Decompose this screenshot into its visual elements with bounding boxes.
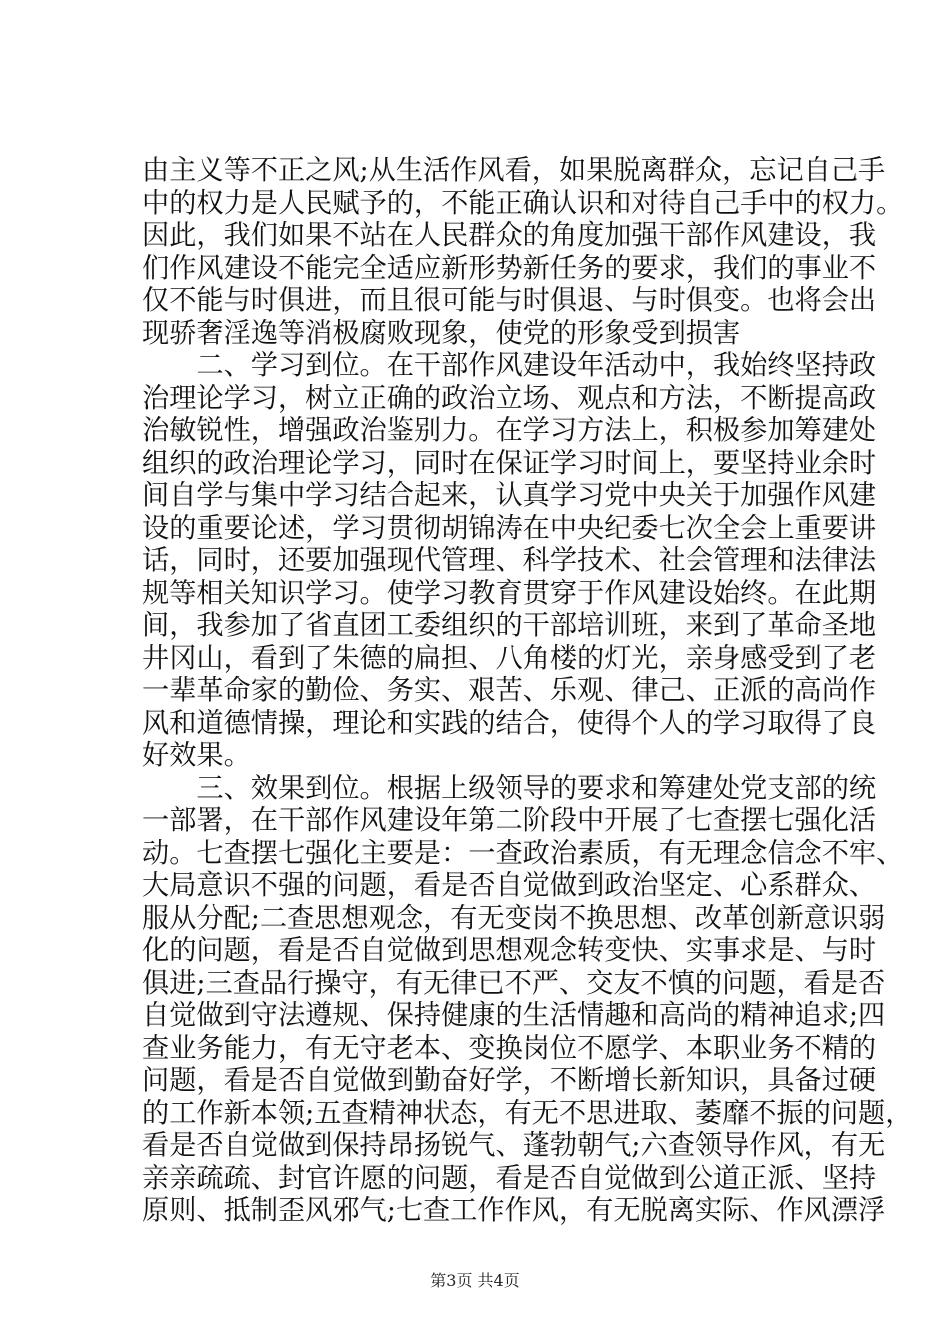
text-line: 问题，看是否自觉做到勤奋好学，不断增长新知识，具备过硬 bbox=[142, 1065, 877, 1096]
text-line: 规等相关知识学习。使学习教育贯穿于作风建设始终。在此期 bbox=[142, 577, 877, 609]
section-heading-line: 三、效果到位。根据上级领导的要求和筹建处党支部的统 bbox=[142, 772, 877, 804]
text-line: 原则、抵制歪风邪气;七查工作作风，有无脱离实际、作风漂浮 bbox=[142, 1195, 886, 1226]
text-line: 设的重要论述，学习贯彻胡锦涛在中央纪委七次全会上重要讲 bbox=[142, 512, 877, 544]
text-line: 服从分配;二查思想观念，有无变岗不换思想、改革创新意识弱 bbox=[142, 902, 886, 934]
text-line: 亲亲疏疏、封官许愿的问题，看是否自觉做到公道正派、坚持 bbox=[142, 1162, 877, 1194]
text-line: 因此，我们如果不站在人民群众的角度加强干部作风建设，我 bbox=[142, 220, 877, 251]
text-line: 一部署，在干部作风建设年第二阶段中开展了七查摆七强化活 bbox=[142, 805, 877, 836]
text-line: 仅不能与时俱进，而且很可能与时俱退、与时俱变。也将会出 bbox=[142, 285, 877, 316]
text-line: 看是否自觉做到保持昂扬锐气、蓬勃朝气;六查领导作风，有无 bbox=[142, 1130, 886, 1161]
text-line: 自觉做到守法遵规、保持健康的生活情趣和高尚的精神追求;四 bbox=[142, 1000, 886, 1031]
text-line: 中的权力是人民赋予的，不能正确认识和对待自己手中的权力。 bbox=[142, 187, 904, 219]
text-line: 好效果。 bbox=[142, 740, 251, 771]
text-line: 治敏锐性，增强政治鉴别力。在学习方法上，积极参加筹建处 bbox=[142, 415, 877, 446]
text-line: 治理论学习，树立正确的政治立场、观点和方法，不断提高政 bbox=[142, 382, 877, 414]
text-line: 化的问题，看是否自觉做到思想观念转变快、实事求是、与时 bbox=[142, 935, 877, 966]
text-line: 风和道德情操，理论和实践的结合，使得个人的学习取得了良 bbox=[142, 707, 877, 739]
text-line: 俱进;三查品行操守，有无律已不严、交友不慎的问题，看是否 bbox=[142, 967, 886, 999]
text-line: 井冈山，看到了朱德的扁担、八角楼的灯光，亲身感受到了老 bbox=[142, 642, 877, 674]
text-line: 由主义等不正之风;从生活作风看，如果脱离群众，忘记自己手 bbox=[142, 155, 886, 186]
text-line: 一辈革命家的勤俭、务实、艰苦、乐观、律己、正派的高尚作 bbox=[142, 675, 877, 706]
section-heading-line: 二、学习到位。在干部作风建设年活动中，我始终坚持政 bbox=[142, 350, 877, 381]
text-line: 间自学与集中学习结合起来，认真学习党中央关于加强作风建 bbox=[142, 480, 877, 511]
page-number: 第3页 共4页 bbox=[430, 1271, 520, 1290]
text-line: 现骄奢淫逸等消极腐败现象，使党的形象受到损害 bbox=[142, 317, 741, 349]
text-line: 话，同时，还要加强现代管理、科学技术、社会管理和法律法 bbox=[142, 545, 877, 576]
document-body bbox=[142, 155, 913, 1228]
text-line: 们作风建设不能完全适应新形势新任务的要求，我们的事业不 bbox=[142, 252, 877, 284]
text-line: 查业务能力，有无守老本、变换岗位不愿学、本职业务不精的 bbox=[142, 1032, 877, 1064]
text-line: 组织的政治理论学习，同时在保证学习时间上，要坚持业余时 bbox=[142, 447, 877, 479]
text-line: 的工作新本领;五查精神状态，有无不思进取、萎靡不振的问题， bbox=[142, 1097, 913, 1129]
text-line: 间，我参加了省直团工委组织的干部培训班，来到了革命圣地 bbox=[142, 610, 877, 641]
text-line: 动。七查摆七强化主要是：一查政治素质，有无理念信念不牢、 bbox=[142, 837, 904, 869]
text-line: 大局意识不强的问题，看是否自觉做到政治坚定、心系群众、 bbox=[142, 870, 877, 901]
